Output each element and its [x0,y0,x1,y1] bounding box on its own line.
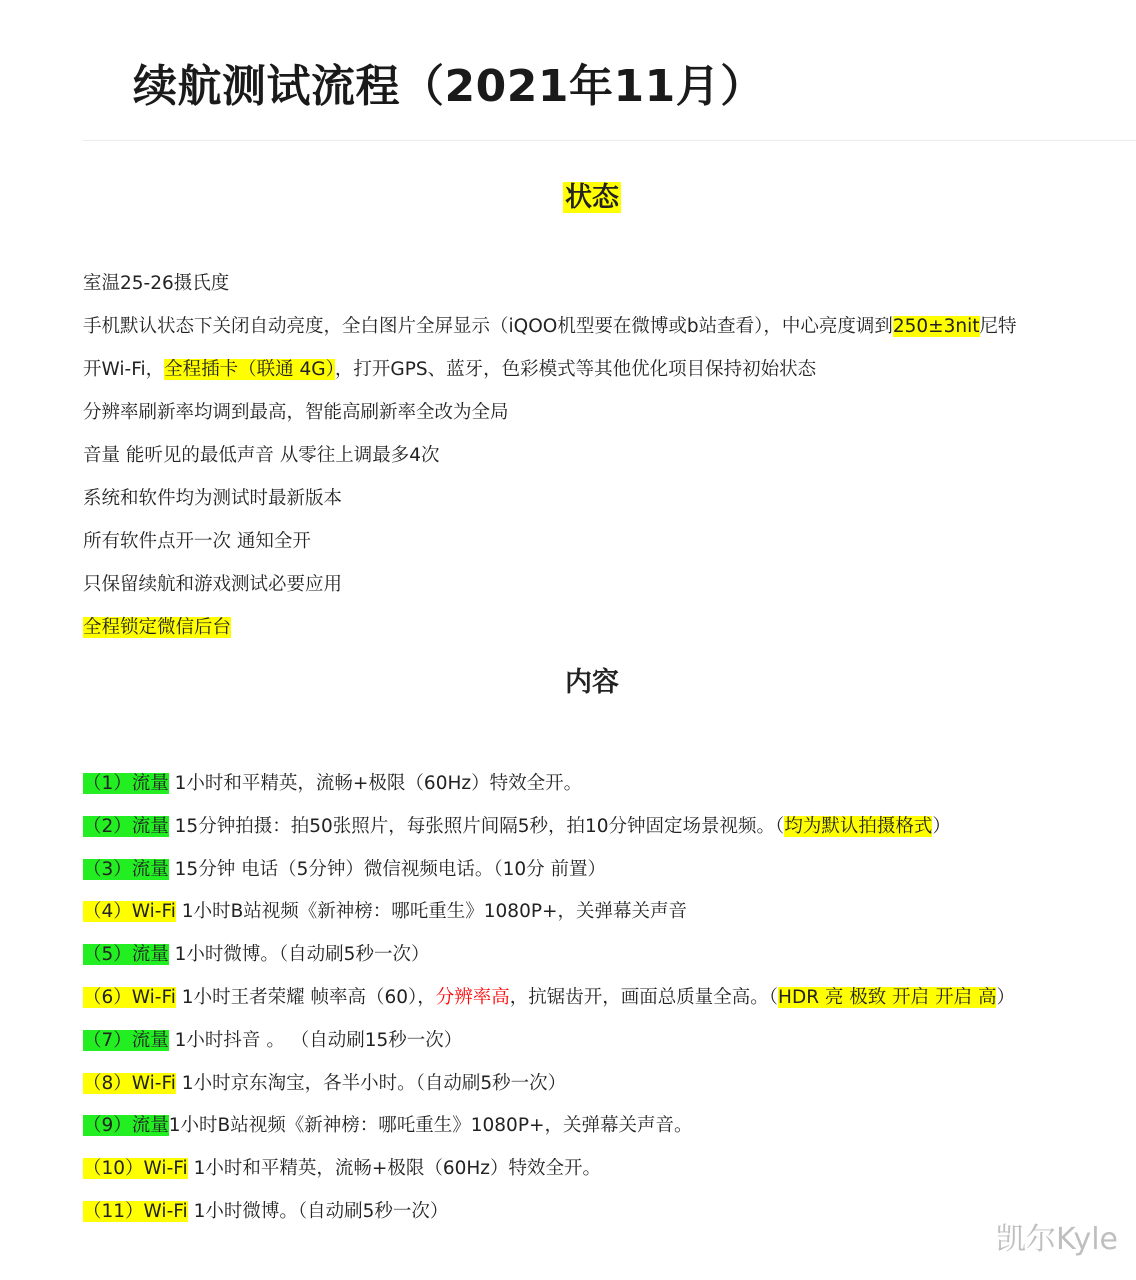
test-item [83,1025,1133,1068]
status-line [83,397,1133,440]
status-highlight: 全程插卡（联通 4G） [164,359,335,380]
test-item [83,1153,1133,1196]
page-title: 续航测试流程（2021年11月） [133,61,765,112]
item-tag: （7）流量 [83,1029,169,1051]
test-item [83,982,1133,1025]
item-text: 15分钟 电话（5分钟）微信视频电话。（10分 前置） [168,858,607,880]
status-line [83,311,1133,354]
status-line [83,526,1133,569]
item-tag: （10）Wi-Fi [83,1158,188,1180]
item-tag: （3）流量 [83,858,169,880]
item-highlight: 均为默认拍摄格式 [784,815,933,837]
status-line [83,440,1133,483]
item-highlight: HDR 亮 极致 开启 开启 高 [778,986,997,1008]
item-text: 1小时微博。（自动刷5秒一次） [168,944,430,966]
status-line [83,268,1133,311]
status-list [83,268,1133,655]
test-item-list [83,768,1133,1239]
status-text: 所有软件点开一次 通知全开 [83,531,311,552]
status-text: 开Wi-Fi， [83,359,165,380]
title-divider [83,140,1136,141]
item-tag: （11）Wi-Fi [83,1200,188,1222]
item-text: ，抗锯齿开，画面总质量全高。（ [509,986,779,1008]
section-heading-status [0,175,1136,214]
test-item [83,1196,1133,1239]
test-item [83,1110,1133,1153]
status-text: 手机默认状态下关闭自动亮度，全白图片全屏显示（iQOO机型要在微博或b站查看），中心亮度调到 [83,316,893,337]
status-line [83,483,1133,526]
item-tag: （2）流量 [83,815,169,837]
status-heading-text: 状态 [565,182,619,213]
item-tag: （5）流量 [83,944,169,966]
item-text: 1小时B站视频《新神榜：哪吒重生》1080P+，关弹幕关声音 [175,901,688,923]
item-text: 1小时和平精英，流畅+极限（60Hz）特效全开。 [168,773,583,794]
item-text: 1小时微博。（自动刷5秒一次） [187,1200,449,1222]
item-text: 1小时B站视频《新神榜：哪吒重生》1080P+，关弹幕关声音。 [168,1115,693,1137]
test-item [83,768,1133,811]
test-item [83,896,1133,939]
item-tag: （8）Wi-Fi [83,1072,176,1094]
item-text: 1小时抖音 。 （自动刷15秒一次） [168,1029,463,1051]
status-text: ，打开GPS、蓝牙，色彩模式等其他优化项目保持初始状态 [334,359,817,380]
status-text: 尼特 [979,316,1017,337]
status-line [83,612,1133,655]
test-item [83,811,1133,854]
status-text: 音量 能听见的最低声音 从零往上调最多4次 [83,445,440,466]
item-text: 1小时京东淘宝，各半小时。（自动刷5秒一次） [175,1072,567,1094]
status-text: 系统和软件均为测试时最新版本 [83,488,343,509]
status-line [83,569,1133,612]
test-item [83,854,1133,897]
item-text: 1小时和平精英，流畅+极限（60Hz）特效全开。 [187,1158,602,1180]
item-text: ） [932,815,951,837]
watermark: 凯尔Kyle [995,1222,1118,1257]
item-tag: （9）流量 [83,1115,169,1137]
item-tag: （6）Wi-Fi [83,986,176,1008]
item-red-text: 分辨率高 [435,986,510,1008]
status-line [83,354,1133,397]
item-text: 1小时王者荣耀 帧率高（60）， [175,986,436,1008]
status-highlight: 250±3nit [892,316,980,337]
section-heading-content: 内容 [565,667,619,698]
item-tag: （4）Wi-Fi [83,901,176,923]
status-text: 只保留续航和游戏测试必要应用 [83,574,343,595]
test-item [83,939,1133,982]
item-text: 15分钟拍摄：拍50张照片，每张照片间隔5秒，拍10分钟固定场景视频。（ [168,815,785,837]
test-item [83,1068,1133,1111]
item-text: ） [996,986,1015,1008]
status-text: 室温25-26摄氏度 [83,273,230,294]
status-highlight: 全程锁定微信后台 [83,617,232,638]
item-tag: （1）流量 [83,773,169,794]
status-text: 分辨率刷新率均调到最高，智能高刷新率全改为全局 [83,402,509,423]
